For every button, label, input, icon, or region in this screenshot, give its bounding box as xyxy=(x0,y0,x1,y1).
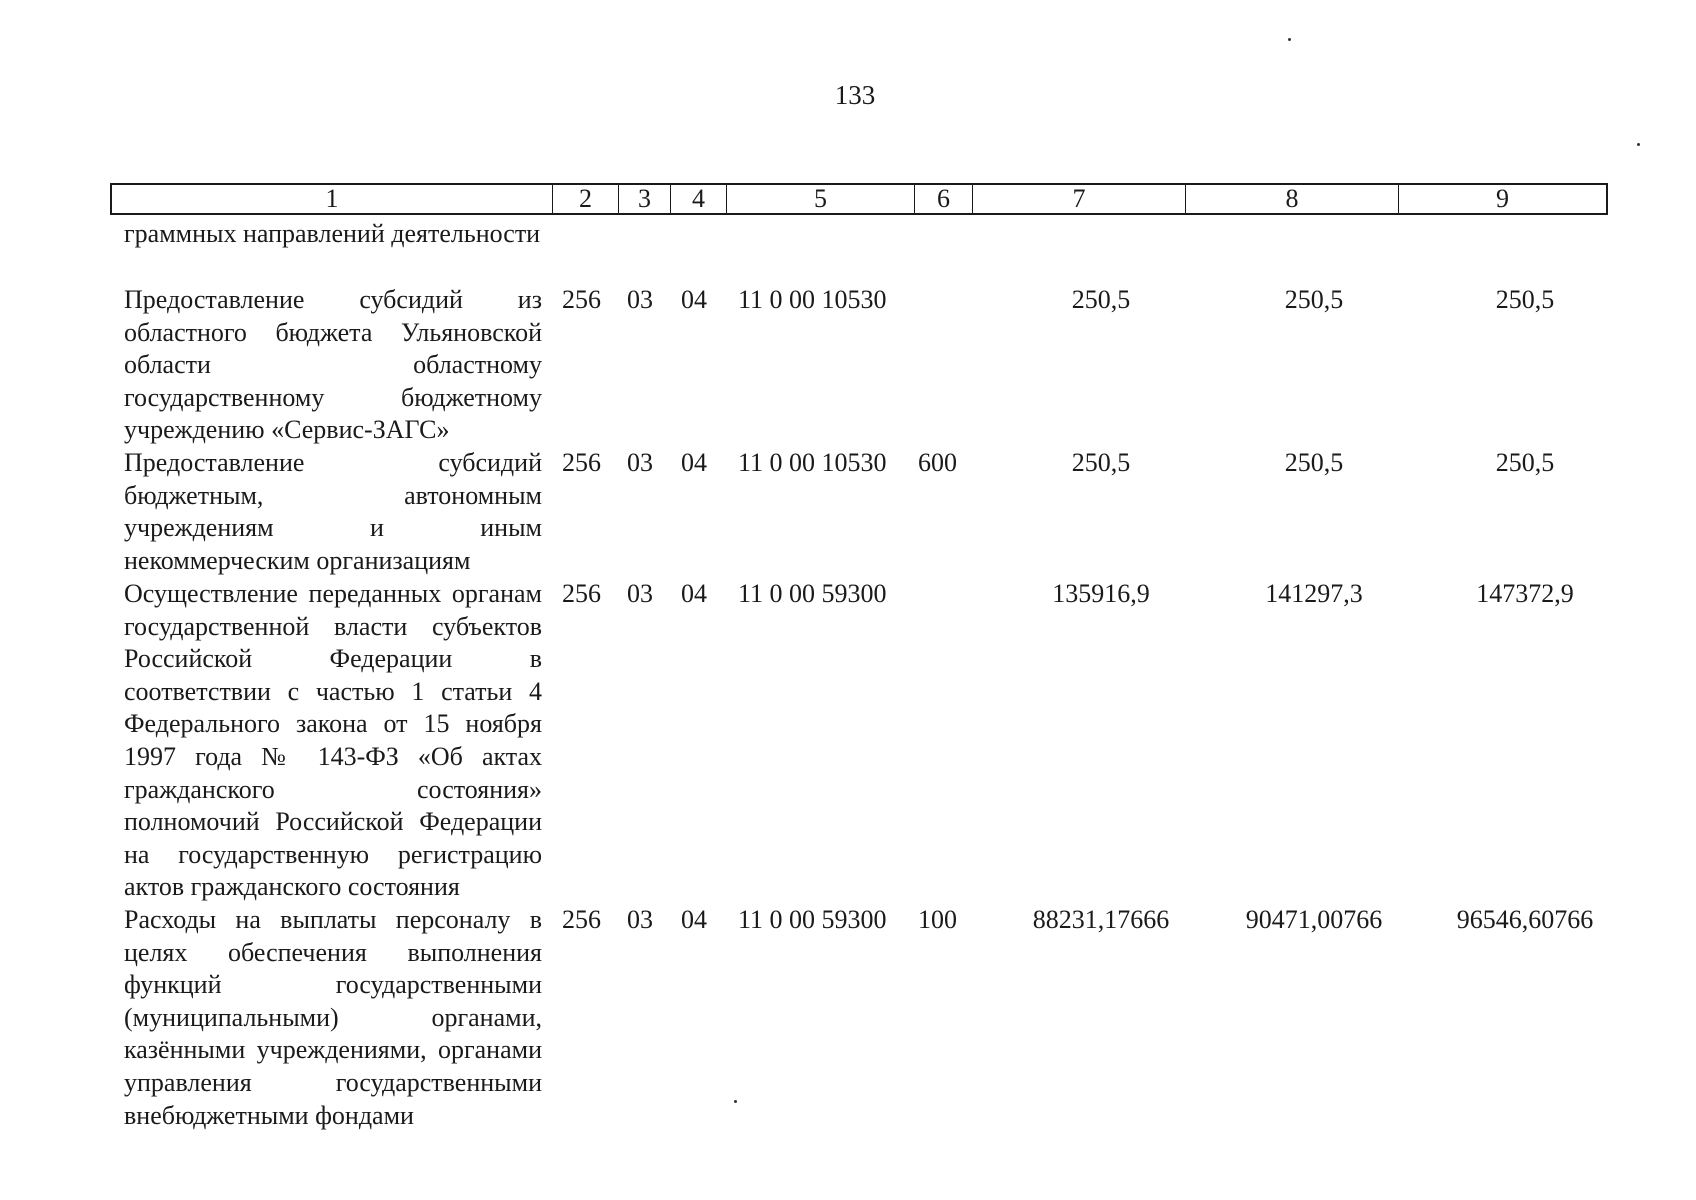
cell-col-7: 135916,9 xyxy=(1052,579,1150,608)
page-number: 133 xyxy=(834,80,876,110)
cell-col-8: 250,5 xyxy=(1284,448,1344,477)
header-col-1: 1 xyxy=(325,184,339,213)
cell-col-4: 04 xyxy=(681,579,707,608)
cell-col-8: 141297,3 xyxy=(1265,579,1363,608)
cell-col-8: 250,5 xyxy=(1284,285,1344,314)
cell-col-9: 96546,60766 xyxy=(1456,905,1594,934)
cell-col-9: 250,5 xyxy=(1495,285,1555,314)
header-col-7: 7 xyxy=(972,185,1185,213)
cell-col-2: 256 xyxy=(562,579,601,608)
cell-col-5: 11 0 00 59300 xyxy=(738,579,887,608)
cell-col-9: 147372,9 xyxy=(1476,579,1574,608)
cell-col-5: 11 0 00 10530 xyxy=(738,285,887,314)
cell-col-3: 03 xyxy=(627,448,653,477)
table-header xyxy=(110,183,1608,215)
header-col-3: 3 xyxy=(618,185,670,213)
row-description: Предоставление субсидий бюджетным, автономным учреждениям и иным некоммерческим организациям xyxy=(124,448,542,575)
scan-speck xyxy=(1637,143,1640,146)
row-description: Осуществление переданных органам государственной власти субъектов Российской Федерации в соответствии с частью 1 статьи 4 Федерального закона от 15 ноября 1997 года № 143-ФЗ «Об актах гражданского состояния» полномочий Российской Федерации на государственную регистрацию актов гражданского состояния xyxy=(124,579,542,902)
cell-col-2: 256 xyxy=(562,905,601,934)
cell-col-5: 11 0 00 59300 xyxy=(738,905,887,934)
header-col-6: 6 xyxy=(914,185,972,213)
cell-col-2: 256 xyxy=(562,285,601,314)
cell-col-4: 04 xyxy=(681,905,707,934)
cell-col-6: 600 xyxy=(918,448,957,477)
row-description: Расходы на выплаты персоналу в целях обеспечения выполнения функций государственными (муниципальными) органами, казёнными учреждениями, органами управления государственными внебюджетными фондами xyxy=(124,905,542,1130)
cell-col-4: 04 xyxy=(681,448,707,477)
header-col-9: 9 xyxy=(1398,185,1606,213)
row-description: Предоставление субсидий из областного бюджета Ульяновской области областному государственному бюджетному учреждению «Сервис-ЗАГС» xyxy=(124,285,542,445)
cell-col-6: 100 xyxy=(918,905,957,934)
cell-col-3: 03 xyxy=(627,285,653,314)
cell-col-8: 90471,00766 xyxy=(1245,905,1383,934)
cell-col-5: 11 0 00 10530 xyxy=(738,448,887,477)
scan-speck xyxy=(734,1100,737,1103)
cell-col-4: 04 xyxy=(681,285,707,314)
cell-col-7: 250,5 xyxy=(1071,285,1131,314)
cell-col-2: 256 xyxy=(562,448,601,477)
cell-col-7: 250,5 xyxy=(1071,448,1131,477)
header-col-5: 5 xyxy=(726,185,914,213)
cell-col-7: 88231,17666 xyxy=(1032,905,1170,934)
scan-speck xyxy=(1288,38,1291,41)
header-col-4: 4 xyxy=(670,185,726,213)
header-col-8: 8 xyxy=(1185,185,1398,213)
continuation-text: граммных направлений деятельности xyxy=(124,219,541,248)
cell-col-3: 03 xyxy=(627,579,653,608)
cell-col-3: 03 xyxy=(627,905,653,934)
header-col-2: 2 xyxy=(552,185,618,213)
cell-col-9: 250,5 xyxy=(1495,448,1555,477)
